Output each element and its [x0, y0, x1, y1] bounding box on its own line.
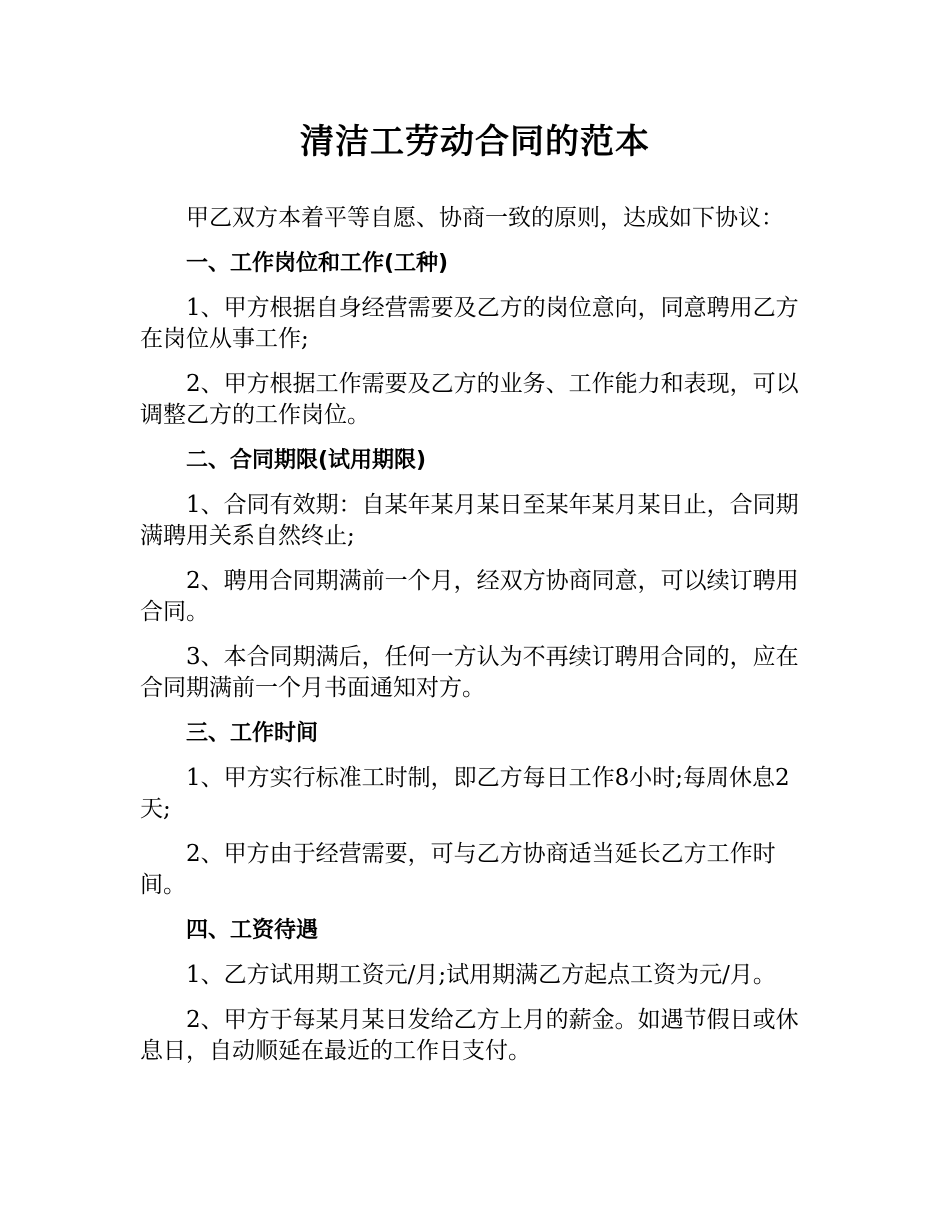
section-paragraph: 2、甲方由于经营需要，可与乙方协商适当延长乙方工作时间。: [140, 841, 776, 898]
document-body: [140, 203, 810, 1081]
section-paragraph: 3、本合同期满后，任何一方认为不再续订聘用合同的，应在合同期满前一个月书面通知对方。: [140, 644, 799, 701]
section-paragraph: 1、乙方试用期工资元/月;试用期满乙方起点工资为元/月。: [186, 962, 776, 988]
section-paragraph: 1、甲方根据自身经营需要及乙方的岗位意向，同意聘用乙方在岗位从事工作;: [140, 295, 799, 352]
section-paragraph: 2、聘用合同期满前一个月，经双方协商同意，可以续订聘用合同。: [140, 568, 799, 625]
section-3: [140, 718, 810, 901]
section-heading: 三、工作时间: [186, 721, 319, 746]
section-paragraph: 1、合同有效期：自某年某月某日至某年某月某日止，合同期满聘用关系自然终止;: [140, 492, 799, 549]
section-heading: 二、合同期限(试用期限): [186, 448, 427, 473]
section-paragraph: 1、甲方实行标准工时制，即乙方每日工作8小时;每周休息2天;: [140, 765, 790, 822]
section-2: [140, 445, 810, 704]
intro-paragraph: 甲乙双方本着平等自愿、协商一致的原则，达成如下协议：: [186, 205, 784, 231]
document-title: 清洁工劳动合同的范本: [300, 122, 650, 162]
section-paragraph: 2、甲方于每某月某日发给乙方上月的薪金。如遇节假日或休息日，自动顺延在最近的工作日支付。: [140, 1007, 799, 1064]
section-paragraph: 2、甲方根据工作需要及乙方的业务、工作能力和表现，可以调整乙方的工作岗位。: [140, 371, 799, 428]
section-4: [140, 915, 810, 1067]
section-1: [140, 248, 810, 431]
section-heading: 一、工作岗位和工作(工种): [186, 251, 449, 276]
section-heading: 四、工资待遇: [186, 918, 319, 943]
